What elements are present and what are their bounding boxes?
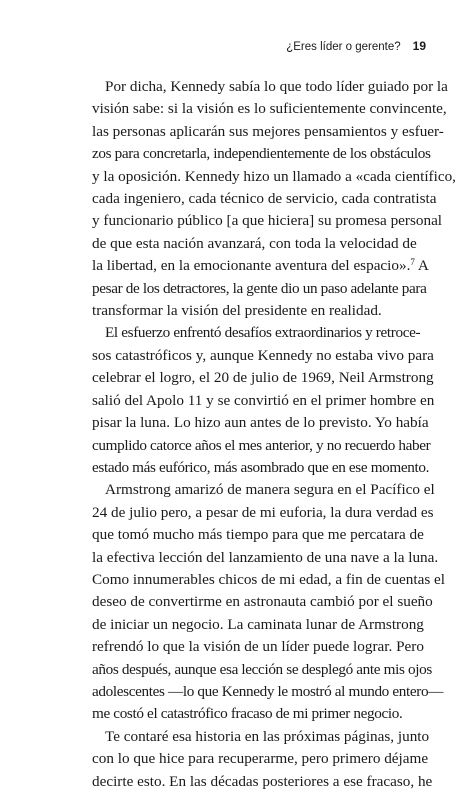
text-line: decirte esto. En las décadas posteriores a ese fracaso, he — [92, 772, 433, 790]
text-line: las personas aplicarán sus mejores pensamientos y esfuer- — [92, 122, 444, 140]
text-line: pesar de los detractores, la gente dio un paso adelante para — [92, 279, 427, 297]
text-line: pisar la luna. Lo hizo aun antes de lo previsto. Yo había — [92, 414, 429, 432]
text-line: Como innumerables chicos de mi edad, a fin de cuentas el — [92, 570, 445, 588]
text-line: visión sabe: si la visión es lo suficientemente convincente, — [92, 100, 447, 118]
text-line: celebrar el logro, el 20 de julio de 1969, Neil Armstrong — [92, 369, 434, 387]
paragraph — [79, 322, 435, 479]
paragraph — [79, 479, 445, 725]
text-line: de que esta nación avanzará, con toda la velocidad de — [92, 234, 417, 252]
text-line: deseo de convertirme en astronauta cambió por el sueño — [92, 593, 433, 611]
text-line: estado más eufórico, más asombrado que en ese momento. — [92, 458, 430, 476]
text-line: me costó el catastrófico fracaso de mi primer negocio. — [92, 705, 403, 723]
text-line — [79, 255, 429, 277]
footnote-reference: 7 — [410, 257, 415, 268]
text-line: Te contaré esa historia en las próximas páginas, junto — [105, 727, 430, 745]
text-line: El esfuerzo enfrentó desafíos extraordinarios y retroce- — [105, 324, 421, 342]
text-line: de iniciar un negocio. La caminata lunar de Armstrong — [92, 615, 424, 633]
paragraph — [79, 76, 456, 322]
text-line: Armstrong amarizó de manera segura en el Pacífico el — [105, 481, 435, 499]
text-line: con lo que hice para recuperarme, pero primero déjame — [92, 750, 429, 768]
text-segment: A — [414, 257, 429, 275]
text-line: 24 de julio pero, a pesar de mi euforia, la dura verdad es — [92, 503, 434, 521]
body-text — [79, 76, 456, 793]
text-line: zos para concretarla, independientemente de los obstáculos — [92, 145, 431, 163]
text-line: y la oposición. Kennedy hizo un llamado a «cada científico, — [92, 167, 456, 185]
paragraph — [79, 726, 433, 793]
running-header — [76, 39, 426, 53]
text-line: la efectiva lección del lanzamiento de una nave a la luna. — [92, 548, 439, 566]
text-line: salió del Apolo 11 y se convirtió en el primer hombre en — [92, 391, 435, 409]
text-line: años después, aunque esa lección se desplegó ante mis ojos — [92, 660, 432, 678]
text-line: y funcionario público [a que hiciera] su promesa personal — [92, 212, 443, 230]
text-segment: la libertad, en la emocionante aventura del espacio». — [92, 257, 411, 275]
text-line: adolescentes —lo que Kennedy le mostró al mundo entero— — [92, 682, 444, 700]
text-line: Por dicha, Kennedy sabía lo que todo líder guiado por la — [105, 78, 448, 95]
text-line: cumplido catorce años el mes anterior, y no recuerdo haber — [92, 436, 431, 454]
text-line: refrendó lo que la visión de un líder puede lograr. Pero — [92, 638, 424, 656]
page-number: 19 — [412, 39, 426, 53]
text-line: sos catastróficos y, aunque Kennedy no estaba vivo para — [92, 346, 434, 364]
running-title: ¿Eres líder o gerente? — [286, 41, 401, 53]
text-line: cada ingeniero, cada técnico de servicio, cada contratista — [92, 190, 437, 208]
text-line: que tomó mucho más tiempo para que me percatara de — [92, 526, 424, 544]
text-line: transformar la visión del presidente en realidad. — [92, 302, 382, 320]
